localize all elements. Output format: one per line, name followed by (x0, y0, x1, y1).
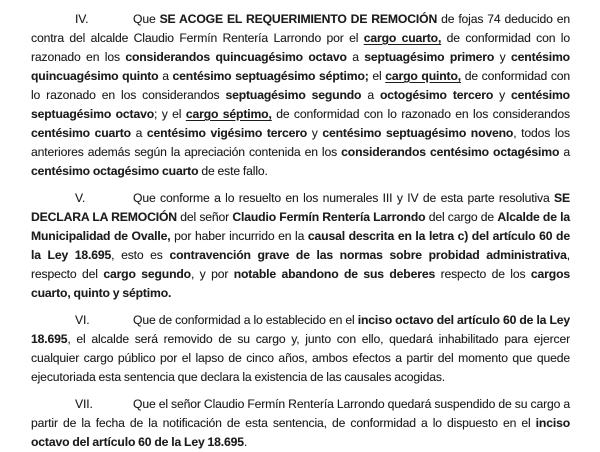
text-run: del señor (176, 210, 233, 224)
paragraph-VI (31, 311, 570, 387)
text-run: cargo séptimo, (185, 107, 272, 121)
text-run: cargos cuarto, quinto y séptimo. (31, 267, 570, 300)
text-run: considerandos quincuagésimo octavo (125, 50, 347, 64)
text-run: centésimo septuagésimo séptimo; (172, 69, 369, 83)
text-run: Que de conformidad a lo establecido en el (133, 313, 358, 327)
text-run: , esto es (111, 248, 170, 262)
text-run: , el alcalde será removido de su cargo y, junto con ello, quedará inhabilitado para ejercer cualquier cargo público por el lapso de cinco años, ambos efectos a partir del momento que quede ejecutoriada esta sentencia que declara la existencia de las causales acogidas. (31, 332, 570, 384)
text-run: causal descrita en la letra c) del artículo 60 de la Ley 18.695 (31, 229, 570, 262)
paragraph-number: VI. (75, 313, 90, 327)
text-run: Que el señor Claudio Fermín Rentería Larrondo quedará suspendido de su cargo a partir de la fecha de la notificación de esta sentencia, de conformidad a lo dispuesto en el (31, 397, 570, 430)
text-run: el (368, 69, 386, 83)
text-run: a (346, 50, 365, 64)
text-run: de este fallo. (198, 164, 268, 178)
paragraph-number: IV. (75, 12, 89, 26)
text-run: notable abandono de sus deberes (233, 267, 436, 281)
text-run: ; y el (154, 107, 186, 121)
text-run: SE ACOGE EL REQUERIMIENTO DE REMOCIÓN (159, 12, 438, 26)
text-run: de conformidad con lo razonado en los (31, 31, 570, 64)
paragraph-number: VII. (75, 397, 93, 411)
text-run: a (130, 126, 147, 140)
text-run: y (493, 88, 512, 102)
text-run: a (158, 69, 173, 83)
text-run: centésimo septuagésimo octavo (31, 88, 570, 121)
text-run: , respecto del (31, 248, 570, 281)
text-run: septuagésimo segundo (225, 88, 362, 102)
paragraph-number: V. (75, 191, 86, 205)
text-run: octogésimo tercero (379, 88, 494, 102)
text-run: del cargo de (425, 210, 498, 224)
text-run: a (361, 88, 380, 102)
text-run: , y por (190, 267, 234, 281)
text-run: . (243, 435, 248, 449)
text-run: Claudio Fermín Rentería Larrondo (232, 210, 426, 224)
text-run: contravención grave de las normas sobre probidad administrativa (169, 248, 567, 262)
text-run: de conformidad con lo razonado en los considerandos (31, 69, 571, 102)
text-run: , todos los anteriores además según la apreciación contenida en los (31, 126, 570, 159)
paragraph-V (31, 189, 570, 303)
text-run: a (559, 145, 570, 159)
text-run: cargo quinto, (385, 69, 461, 83)
paragraph-IV (31, 10, 570, 181)
text-run: de conformidad con lo razonado en los considerandos (271, 107, 570, 121)
text-run: SE DECLARA LA REMOCIÓN (31, 191, 570, 224)
text-run: centésimo octagésimo cuarto (31, 164, 199, 178)
text-run: inciso octavo del artículo 60 de la Ley 18.695 (31, 313, 571, 346)
text-run: inciso octavo del artículo 60 de la Ley 18.695 (31, 416, 570, 449)
text-run: Que conforme a lo resuelto en los numerales III y IV de esta parte resolutiva (133, 191, 555, 205)
text-run: centésimo quincuagésimo quinto (31, 50, 570, 83)
paragraph-VII (31, 395, 570, 452)
text-run: centésimo septuagésimo noveno (322, 126, 514, 140)
text-run: Que (133, 12, 160, 26)
text-run: centésimo cuarto (31, 126, 131, 140)
text-run: de fojas 74 deducido en contra del alcalde Claudio Fermín Rentería Larrondo por el (31, 12, 570, 45)
text-run: por haber incurrido en la (170, 229, 308, 243)
document-body (31, 10, 570, 452)
text-run: Alcalde de la Municipalidad de Ovalle, (31, 210, 570, 243)
text-run: y (307, 126, 323, 140)
text-run: considerandos centésimo octagésimo (341, 145, 560, 159)
text-run: cargo segundo (103, 267, 191, 281)
text-run: centésimo vigésimo tercero (146, 126, 308, 140)
text-run: respecto de los (435, 267, 531, 281)
text-run: cargo cuarto, (363, 31, 442, 45)
text-run: septuagésimo primero (364, 50, 495, 64)
text-run: y (494, 50, 512, 64)
